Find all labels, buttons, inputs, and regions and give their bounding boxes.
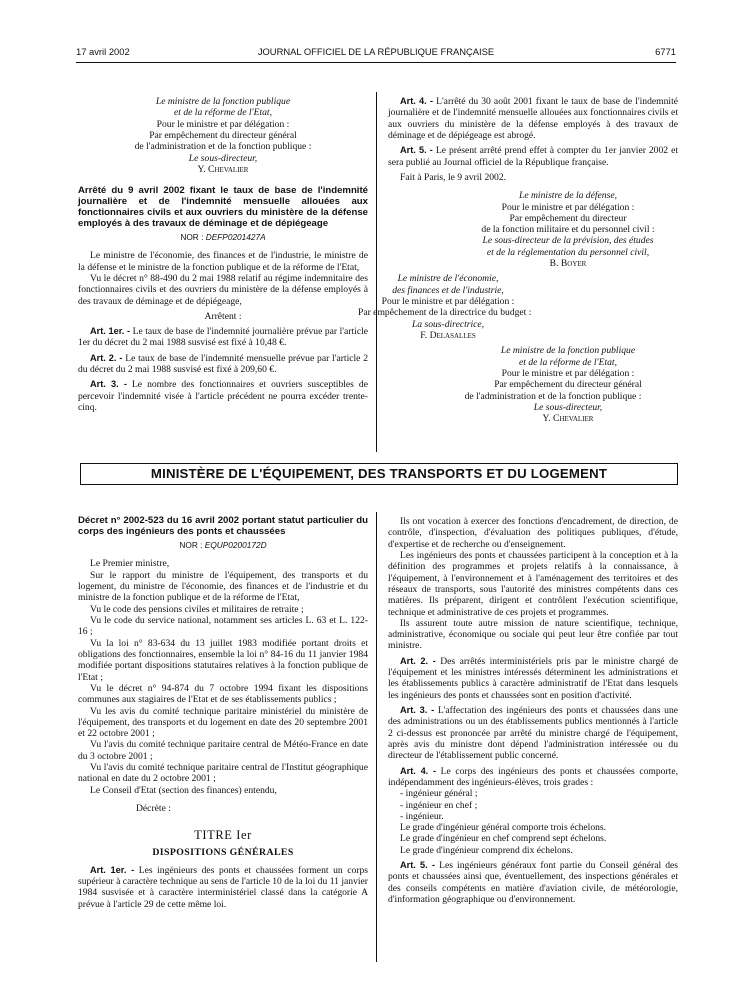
nor-code: DEFP0201427A <box>205 231 266 242</box>
article-text: Les ingénieurs des ponts et chaussées forment un corps supérieur à caractère technique au sens de l'article 10 de la loi du 11 janvier 1984 susvisée et à caractère interministériel classé dans la catégorie A prévue à l'article 29 de cette même loi. <box>78 864 369 910</box>
signature-block-fonction-publique <box>78 96 368 175</box>
article-text: L'arrêté du 30 août 2001 fixant le taux de base de l'indemnité journalière et de l'indemnité mensuelle allouées aux fonctionnaires civils et aux ouvriers du ministère de la défense employés à des travaux de déminage et de dépiégeage est abrogé. <box>388 96 678 141</box>
page-header <box>76 46 676 60</box>
article-label: Art. 1er. - <box>90 326 131 337</box>
nor-reference <box>78 233 368 243</box>
signature-block-fonction-publique-2 <box>388 345 678 424</box>
sig-line: Pour le ministre et par délégation : <box>501 201 635 213</box>
decret-title: Décret n° 2002-523 du 16 avril 2002 portant statut particulier du corps des ingénieurs des ponts et chaussées <box>78 515 368 537</box>
article-3 <box>78 379 368 413</box>
decrete: Décrète : <box>136 803 171 814</box>
signatory-name: F. Delasalles <box>420 329 476 341</box>
paragraph: Vu la loi n° 83-634 du 13 juillet 1983 modifiée portant droits et obligations des fonctionnaires, ensemble la loi n° 84-16 du 11 janvier 1984 modifiée portant dispositions statutaires relatives à la fonction publique de l'Etat ; <box>78 637 368 683</box>
section-title: DISPOSITIONS GÉNÉRALES <box>152 847 294 859</box>
sig-line: Pour le ministre et par délégation : <box>156 118 290 130</box>
signatory-name: Y. Chevalier <box>542 413 594 425</box>
paragraph: Vu les avis du comité technique paritaire ministériel du ministère de l'équipement, des transports et du logement en date des 20 septembre 2001 et 22 octobre 2001 ; <box>78 705 368 740</box>
article-label: Art. 5. - <box>400 860 436 871</box>
nor-label: NOR : <box>180 231 204 242</box>
paragraph: Vu le code des pensions civiles et militaires de retraite ; <box>90 603 304 615</box>
sig-line: Le sous-directeur de la prévision, des études <box>482 235 654 247</box>
paragraph: Vu l'avis du comité technique paritaire central de Météo-France en date du 3 octobre 2001 ; <box>78 739 368 762</box>
sig-line: La sous-directrice, <box>411 318 485 330</box>
article-1 <box>78 865 368 910</box>
article-text: Le nombre des fonctionnaires et ouvriers susceptibles de percevoir l'indemnité visée à l'article précédent ne pourra excéder trente-cinq. <box>78 379 368 414</box>
premier-ministre: Le Premier ministre, <box>90 558 170 570</box>
article-4 <box>388 766 678 789</box>
sig-line: Par empêchement du directeur général <box>494 379 642 391</box>
sig-line: de l'administration et de la fonction publique : <box>134 141 312 153</box>
article-label: Art. 3. - <box>90 379 127 390</box>
sig-line: Par empêchement du directeur général <box>149 129 297 141</box>
article-text: Le présent arrêté prend effet à compter du 1er janvier 2002 et sera publié au Journal officiel de la République française. <box>388 145 678 168</box>
signature-block-defense <box>388 190 678 269</box>
echelon-line: Le grade d'ingénieur général comporte trois échelons. <box>400 822 607 834</box>
sig-line: des finances et de l'industrie, <box>392 284 504 296</box>
article-label: Art. 4. - <box>400 765 437 776</box>
journal-title: JOURNAL OFFICIEL DE LA RÉPUBLIQUE FRANÇAISE <box>257 46 495 57</box>
paragraph: Le ministre de l'économie, des finances et de l'industrie, le ministre de la défense et le ministre de la fonction publique et de la réforme de l'Etat, <box>78 250 368 273</box>
sig-line: et de la réforme de l'Etat, <box>174 107 272 119</box>
paragraph: Les ingénieurs des ponts et chaussées participent à la conception et à la définition des programmes et projets relatifs à la connaissance, à l'équipement, à l'environnement et à l'aménagement des territoires et des réseaux de transports, sous l'autorité des ministres compétents dans ces matières. Ils préparent, dirigent et contrôlent l'exécution scientifique, technique et administrative de ces projets et programmes. <box>388 549 678 618</box>
paragraph: Ils assurent toute autre mission de nature scientifique, technique, administrative, économique ou sociale qui peut leur être confiée par tout ministre. <box>388 617 678 652</box>
article-label: Art. 2. - <box>90 352 123 363</box>
grade-item: - ingénieur général ; <box>400 788 478 800</box>
column-divider-bottom <box>376 512 377 962</box>
nor-reference <box>78 541 368 551</box>
page-number: 6771 <box>655 46 676 57</box>
bottom-right-column <box>388 516 678 905</box>
article-5 <box>388 860 678 905</box>
column-divider-top <box>376 92 377 452</box>
article-label: Art. 2. - <box>400 655 436 666</box>
bottom-left-column <box>78 516 368 910</box>
sig-line: et de la réglementation du personnel civil, <box>486 246 650 258</box>
grade-item: - ingénieur. <box>400 810 444 822</box>
signatory-name: Y. Chevalier <box>197 163 249 175</box>
top-left-column <box>78 96 368 413</box>
top-right-column <box>358 96 678 425</box>
header-rule <box>76 62 676 63</box>
sig-line: de la fonction militaire et du personnel civil : <box>481 224 655 236</box>
titre-heading: TITRE Ier <box>194 828 252 843</box>
nor-label: NOR : <box>179 539 203 550</box>
paragraph: Vu le code du service national, notamment ses articles L. 63 et L. 122-16 ; <box>78 615 368 638</box>
article-text: Le taux de base de l'indemnité mensuelle prévue par l'article 2 du décret du 2 mai 1988 susvisé est fixé à 209,60 €. <box>78 352 368 376</box>
article-label: Art. 1er. - <box>90 864 135 875</box>
sig-line: Le sous-directeur, <box>188 152 258 164</box>
article-5 <box>388 145 678 168</box>
nor-code: EQUP0200172D <box>204 539 267 550</box>
article-3 <box>388 705 678 762</box>
signature-block-economie <box>358 273 532 341</box>
sig-line: Le sous-directeur, <box>533 401 603 413</box>
grade-item: - ingénieur en chef ; <box>400 799 478 811</box>
fait-a-paris: Fait à Paris, le 9 avril 2002. <box>400 171 507 183</box>
signatory-name: B. Boyer <box>549 258 587 270</box>
sig-line: Par empêchement de la directrice du budget : <box>358 307 532 319</box>
ministry-banner: MINISTÈRE DE L'ÉQUIPEMENT, DES TRANSPORTS ET DU LOGEMENT <box>80 463 678 485</box>
echelon-line: Le grade d'ingénieur comprend dix échelons. <box>400 844 573 856</box>
paragraph: Vu le décret n° 94-874 du 7 octobre 1994 fixant les dispositions communes aux stagiaires de l'Etat et de ses établissements publics ; <box>78 682 368 706</box>
article-text: L'affectation des ingénieurs des ponts et chaussées dans une des administrations ou un des établissements publics mentionnés à l'article 2 ci-dessus est prononcée par arrêté du ministre chargé de l'équipement, après avis du ministre dont dépend l'administration intéressée ou du directeur de l'établissement public concerné. <box>388 705 678 762</box>
article-2 <box>388 656 678 701</box>
article-2 <box>78 353 368 376</box>
sig-line: Le ministre de la fonction publique <box>500 345 636 357</box>
article-1 <box>78 326 368 349</box>
paragraph: Ils ont vocation à exercer des fonctions d'encadrement, de direction, de contrôle, d'inspection, d'évaluation des politiques publiques, d'étude, d'expertise et de recherche ou d'enseignement. <box>388 516 678 550</box>
echelon-line: Le grade d'ingénieur en chef comprend sept échelons. <box>400 833 607 845</box>
article-label: Art. 5. - <box>400 145 433 156</box>
arrete-title: Arrêté du 9 avril 2002 fixant le taux de base de l'indemnité journalière et de l'indemnité mensuelle allouées aux fonctionnaires civils et aux ouvriers du ministère de la défense employés à des travaux de déminage et de dépiégeage <box>78 185 368 229</box>
article-text: Le corps des ingénieurs des ponts et chaussées comporte, indépendamment des ingénieurs-élèves, trois grades : <box>388 765 678 788</box>
sig-line: Le ministre de la défense, <box>519 190 617 202</box>
paragraph: Vu l'avis du comité technique paritaire central de l'Institut géographique national en date du 2 octobre 2001 ; <box>78 762 368 785</box>
paragraph: Vu le décret n° 88-490 du 2 mai 1988 relatif au régime indemnitaire des fonctionnaires civils et des ouvriers du ministère de la défense employés à des travaux de déminage et de dépiégeage, <box>78 272 368 307</box>
article-text: Des arrêtés interministériels pris par le ministre chargé de l'équipement et les ministres intéressés déterminent les administrations et les établissements publics à caractère administratif de l'Etat dans lesquels les ingénieurs des ponts et chaussées sont en position d'activité. <box>388 655 679 701</box>
sig-line: Pour le ministre et par délégation : <box>501 367 635 379</box>
sig-line: Pour le ministre et par délégation : <box>381 296 515 307</box>
sig-line: et de la réforme de l'Etat, <box>519 356 617 368</box>
article-text: Le taux de base de l'indemnité journalière prévue par l'article 1er du décret du 2 mai 1988 susvisé est fixé à 10,48 €. <box>78 326 368 349</box>
paragraph: Sur le rapport du ministre de l'équipement, des transports et du logement, du ministre de l'économie, des finances et de l'industrie et du ministre de la fonction publique et de la réforme de l'Etat, <box>78 569 368 604</box>
article-label: Art. 3. - <box>400 705 435 715</box>
article-4 <box>388 96 678 141</box>
sig-line: Par empêchement du directeur <box>509 212 627 224</box>
article-text: Les ingénieurs généraux font partie du Conseil général des ponts et chaussées ainsi que, éventuellement, des inspections générales et des conseils compétents en matière d'aviation civile, de météorologie, d'information géographique ou d'environnement. <box>388 860 678 905</box>
sig-line: Le ministre de l'économie, <box>397 273 499 285</box>
sig-line: de l'administration et de la fonction publique : <box>464 390 642 402</box>
sig-line: Le ministre de la fonction publique <box>155 96 291 107</box>
arretent: Arrêtent : <box>204 310 242 322</box>
issue-date: 17 avril 2002 <box>76 46 130 57</box>
article-label: Art. 4. - <box>400 96 434 106</box>
paragraph: Le Conseil d'Etat (section des finances) entendu, <box>90 784 277 796</box>
